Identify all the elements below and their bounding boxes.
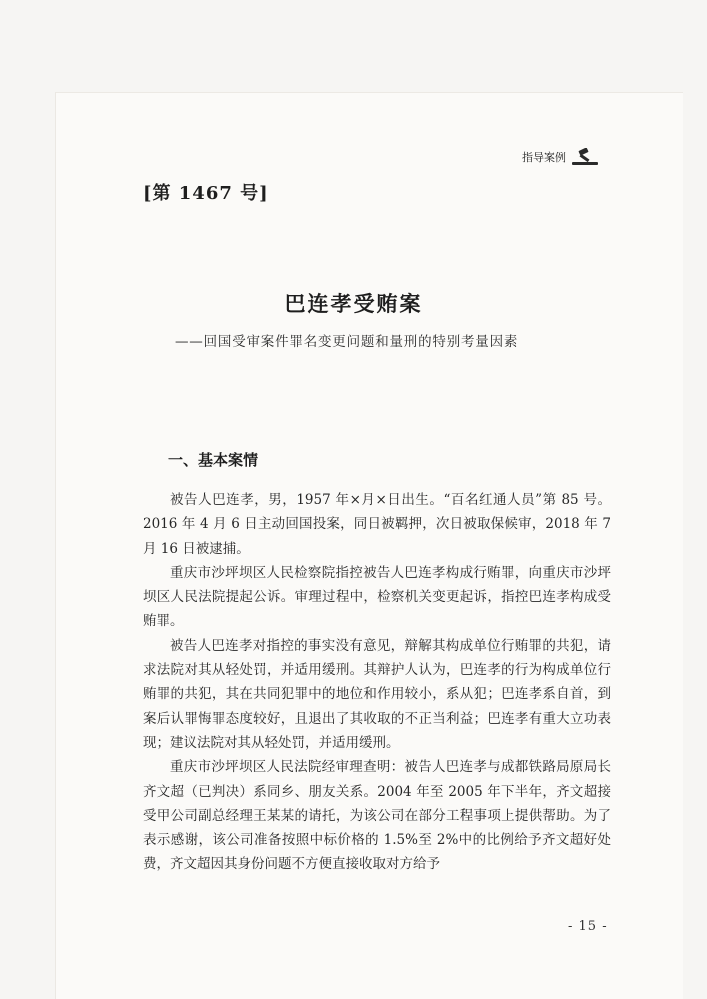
gavel-icon (570, 148, 600, 166)
case-title: 巴连孝受贿案 (284, 291, 423, 316)
running-title: 指导案例 (522, 151, 566, 164)
page-number: - 15 - (568, 919, 608, 934)
section-heading: 一、基本案情 (168, 451, 259, 469)
paragraph-4: 重庆市沙坪坝区人民法院经审理查明：被告人巴连孝与成都铁路局原局长齐文超（已判决）系同乡、朋友关系。2004 年至 2005 年下半年，齐文超接受甲公司副总经理王某某的请托，为该公司在部分工程事项上提供帮助。为了表示感谢，该公司准备按照中标价格的 1.5%至 2%中的比例给予齐文超好处费，齐文超因其身份问题不方便直接收取对方给予 (143, 759, 611, 873)
paragraph-2: 重庆市沙坪坝区人民检察院指控被告人巴连孝构成行贿罪，向重庆市沙坪坝区人民法院提起公诉。审理过程中，检察机关变更起诉，指控巴连孝构成受贿罪。 (143, 564, 611, 630)
body-text (143, 488, 611, 877)
case-number: [第 1467 号] (143, 183, 269, 204)
paragraph-1: 被告人巴连孝，男，1957 年×月×日出生。“百名红通人员”第 85 号。2016 年 4 月 6 日主动回国投案，同日被羁押，次日被取保候审，2018 年 7 月 16 日被逮捕。 (143, 492, 611, 557)
case-subtitle: ——回国受审案件罪名变更问题和量刑的特别考量因素 (175, 334, 519, 350)
paragraph-3: 被告人巴连孝对指控的事实没有意见，辩解其构成单位行贿罪的共犯，请求法院对其从轻处罚，并适用缓刑。其辩护人认为，巴连孝的行为构成单位行贿罪的共犯，其在共同犯罪中的地位和作用较小，系从犯；巴连孝系自首，到案后认罪悔罪态度较好，且退出了其收取的不正当利益；巴连孝有重大立功表现；建议法院对其从轻处罚，并适用缓刑。 (143, 637, 611, 751)
running-header (522, 148, 600, 166)
